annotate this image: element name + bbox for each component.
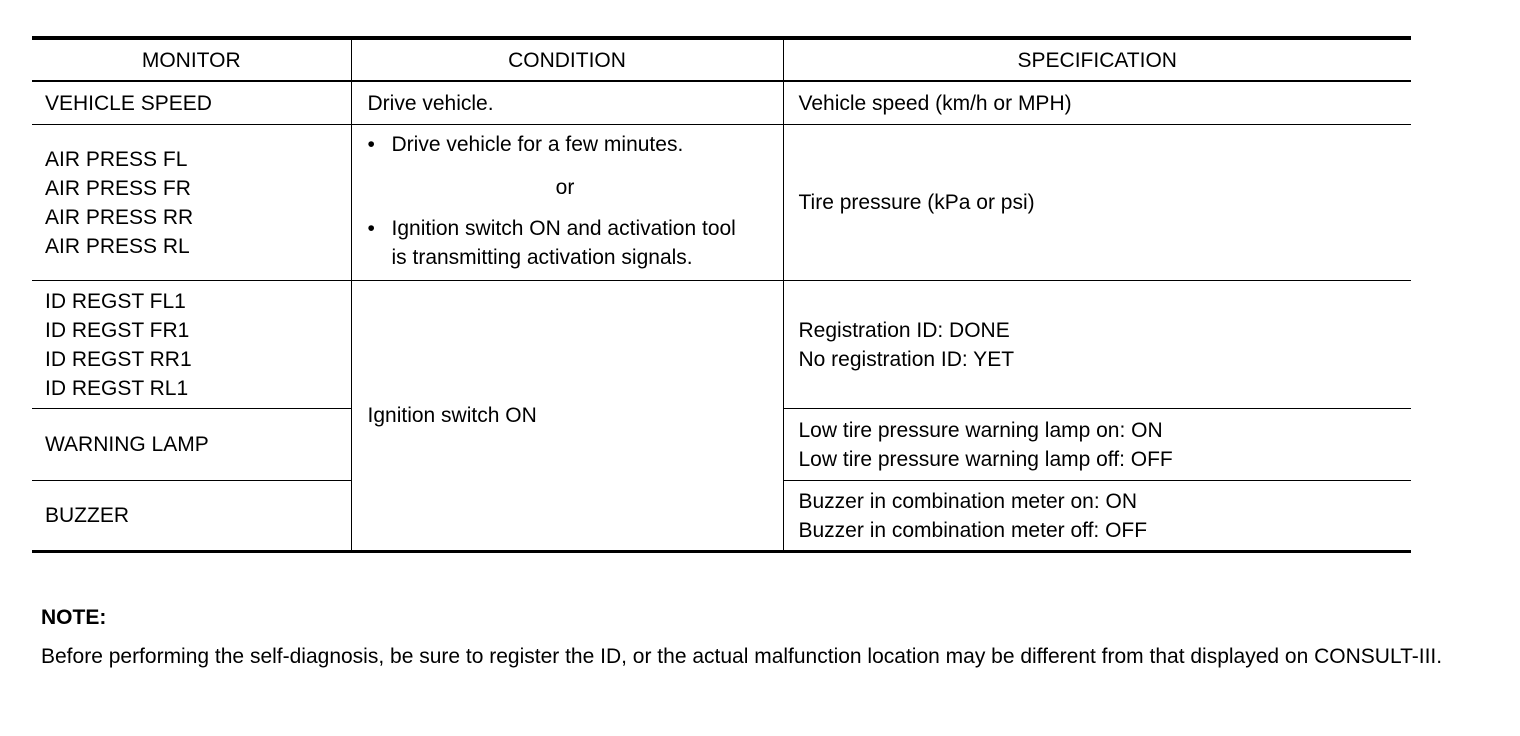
condition-air-press [351,125,783,281]
header-specification: SPECIFICATION [783,38,1411,81]
bullet-icon: • [367,132,375,156]
spec-warning-lamp-on: Low tire pressure warning lamp on: ON [798,418,1163,442]
header-monitor: MONITOR [32,38,351,81]
note-body: Before performing the self-diagnosis, be sure to register the ID, or the actual malfunction location may be different from that displayed on CONSULT-III. [41,645,1443,668]
bullet-icon: • [367,216,375,240]
monitor-vehicle-speed: VEHICLE SPEED [32,81,351,125]
table-row-air-press [32,125,1411,281]
header-condition: CONDITION [351,38,783,81]
condition-drive-vehicle: Drive vehicle. [351,81,783,125]
condition-ignition-activation-line2: is transmitting activation signals. [391,245,693,269]
monitor-air-press-fr: AIR PRESS FR [45,176,191,200]
monitor-id-regst-fr1: ID REGST FR1 [45,318,190,342]
table-header-row [32,38,1411,81]
monitor-id-regst-fl1: ID REGST FL1 [45,289,186,313]
condition-ignition-switch-on: Ignition switch ON [351,281,783,552]
spec-registration-yet: No registration ID: YET [798,347,1015,371]
condition-bullet-ignition [368,214,777,272]
monitor-air-press-rl: AIR PRESS RL [45,234,190,258]
condition-or: or [555,175,575,199]
monitor-id-regst-rr1: ID REGST RR1 [45,347,192,371]
spec-vehicle-speed: Vehicle speed (km/h or MPH) [783,81,1411,125]
monitor-id-regst [32,281,351,409]
table-row-id-regst [32,281,1411,409]
monitor-buzzer: BUZZER [32,481,351,552]
condition-ignition-activation-line1: Ignition switch ON and activation tool [391,216,736,240]
table-row-vehicle-speed [32,81,1411,125]
monitor-warning-lamp: WARNING LAMP [32,409,351,481]
spec-registration-done: Registration ID: DONE [798,318,1010,342]
note-title: NOTE: [41,606,107,629]
monitor-air-press-fl: AIR PRESS FL [45,147,188,171]
spec-tire-pressure: Tire pressure (kPa or psi) [783,125,1411,281]
spec-buzzer [783,481,1411,552]
spec-warning-lamp-off: Low tire pressure warning lamp off: OFF [798,447,1173,471]
condition-drive-few-minutes: Drive vehicle for a few minutes. [391,132,684,156]
spec-buzzer-off: Buzzer in combination meter off: OFF [798,518,1148,542]
monitor-id-regst-rl1: ID REGST RL1 [45,376,189,400]
monitor-air-press [32,125,351,281]
condition-bullet-drive [368,130,777,159]
monitor-air-press-rr: AIR PRESS RR [45,205,194,229]
spec-registration-id [783,281,1411,409]
spec-warning-lamp [783,409,1411,481]
monitor-spec-table [32,36,1411,553]
spec-buzzer-on: Buzzer in combination meter on: ON [798,489,1137,513]
